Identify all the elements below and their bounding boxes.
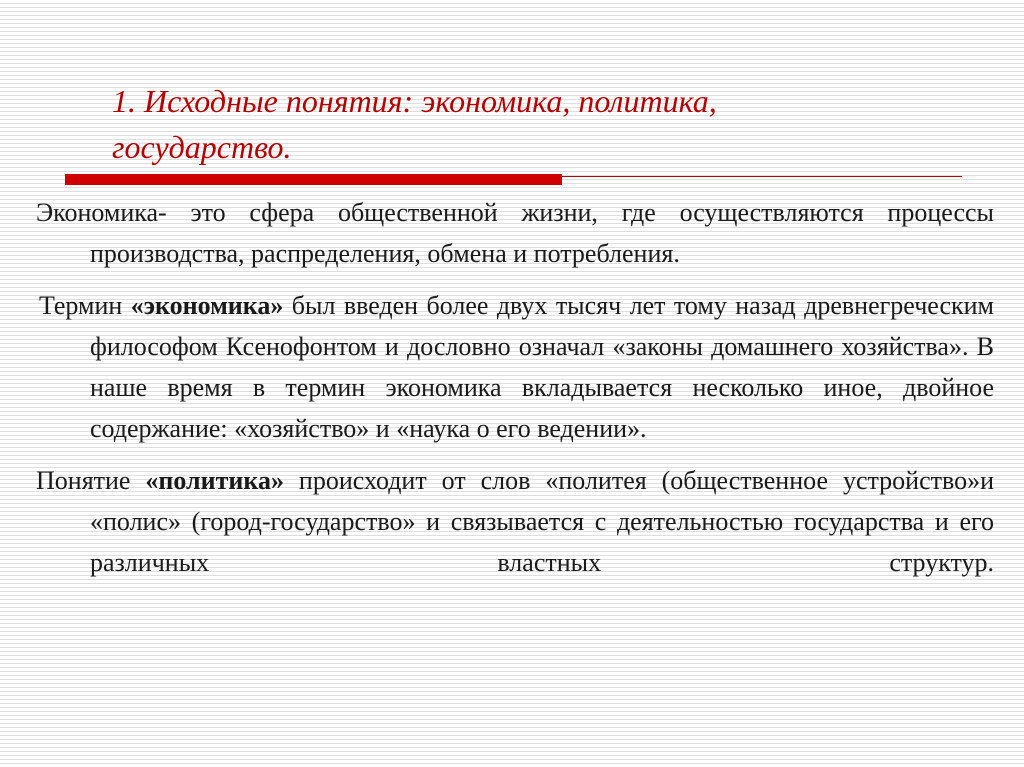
term-politics: «политика» [145,466,284,495]
slide-title [112,78,972,170]
paragraph-text: Термин [39,291,131,320]
slide-body [36,192,994,594]
paragraph-text: Понятие [36,466,146,495]
slide-title-line-2: государство. [112,129,292,165]
paragraph-text: происходит от слов «политея (общественное устройство»и «полис» (город-государство» и связывается с деятельностью государства и его различных властных структур. [90,466,994,577]
term-economy: «экономика» [130,291,284,320]
title-underline-thick [65,174,562,185]
paragraph-politics-term-origin [36,460,994,583]
paragraph-economy-definition: Экономика- это сфера общественной жизни, где осуществляются процессы производства, распределения, обмена и потребления. [36,198,994,268]
paragraph-text: был введен более двух тысяч лет тому назад древнегреческим философом Ксенофонтом и дословно означал «законы домашнего хозяйства». В наше время в термин экономика вкладывается несколько иное, двойное содержание: «хозяйство» и «наука о его ведении». [90,291,994,443]
title-underline-thin [562,176,962,177]
paragraph-economy-term-origin [36,285,994,449]
slide-title-line-1: 1. Исходные понятия: экономика, политика, [112,83,717,119]
